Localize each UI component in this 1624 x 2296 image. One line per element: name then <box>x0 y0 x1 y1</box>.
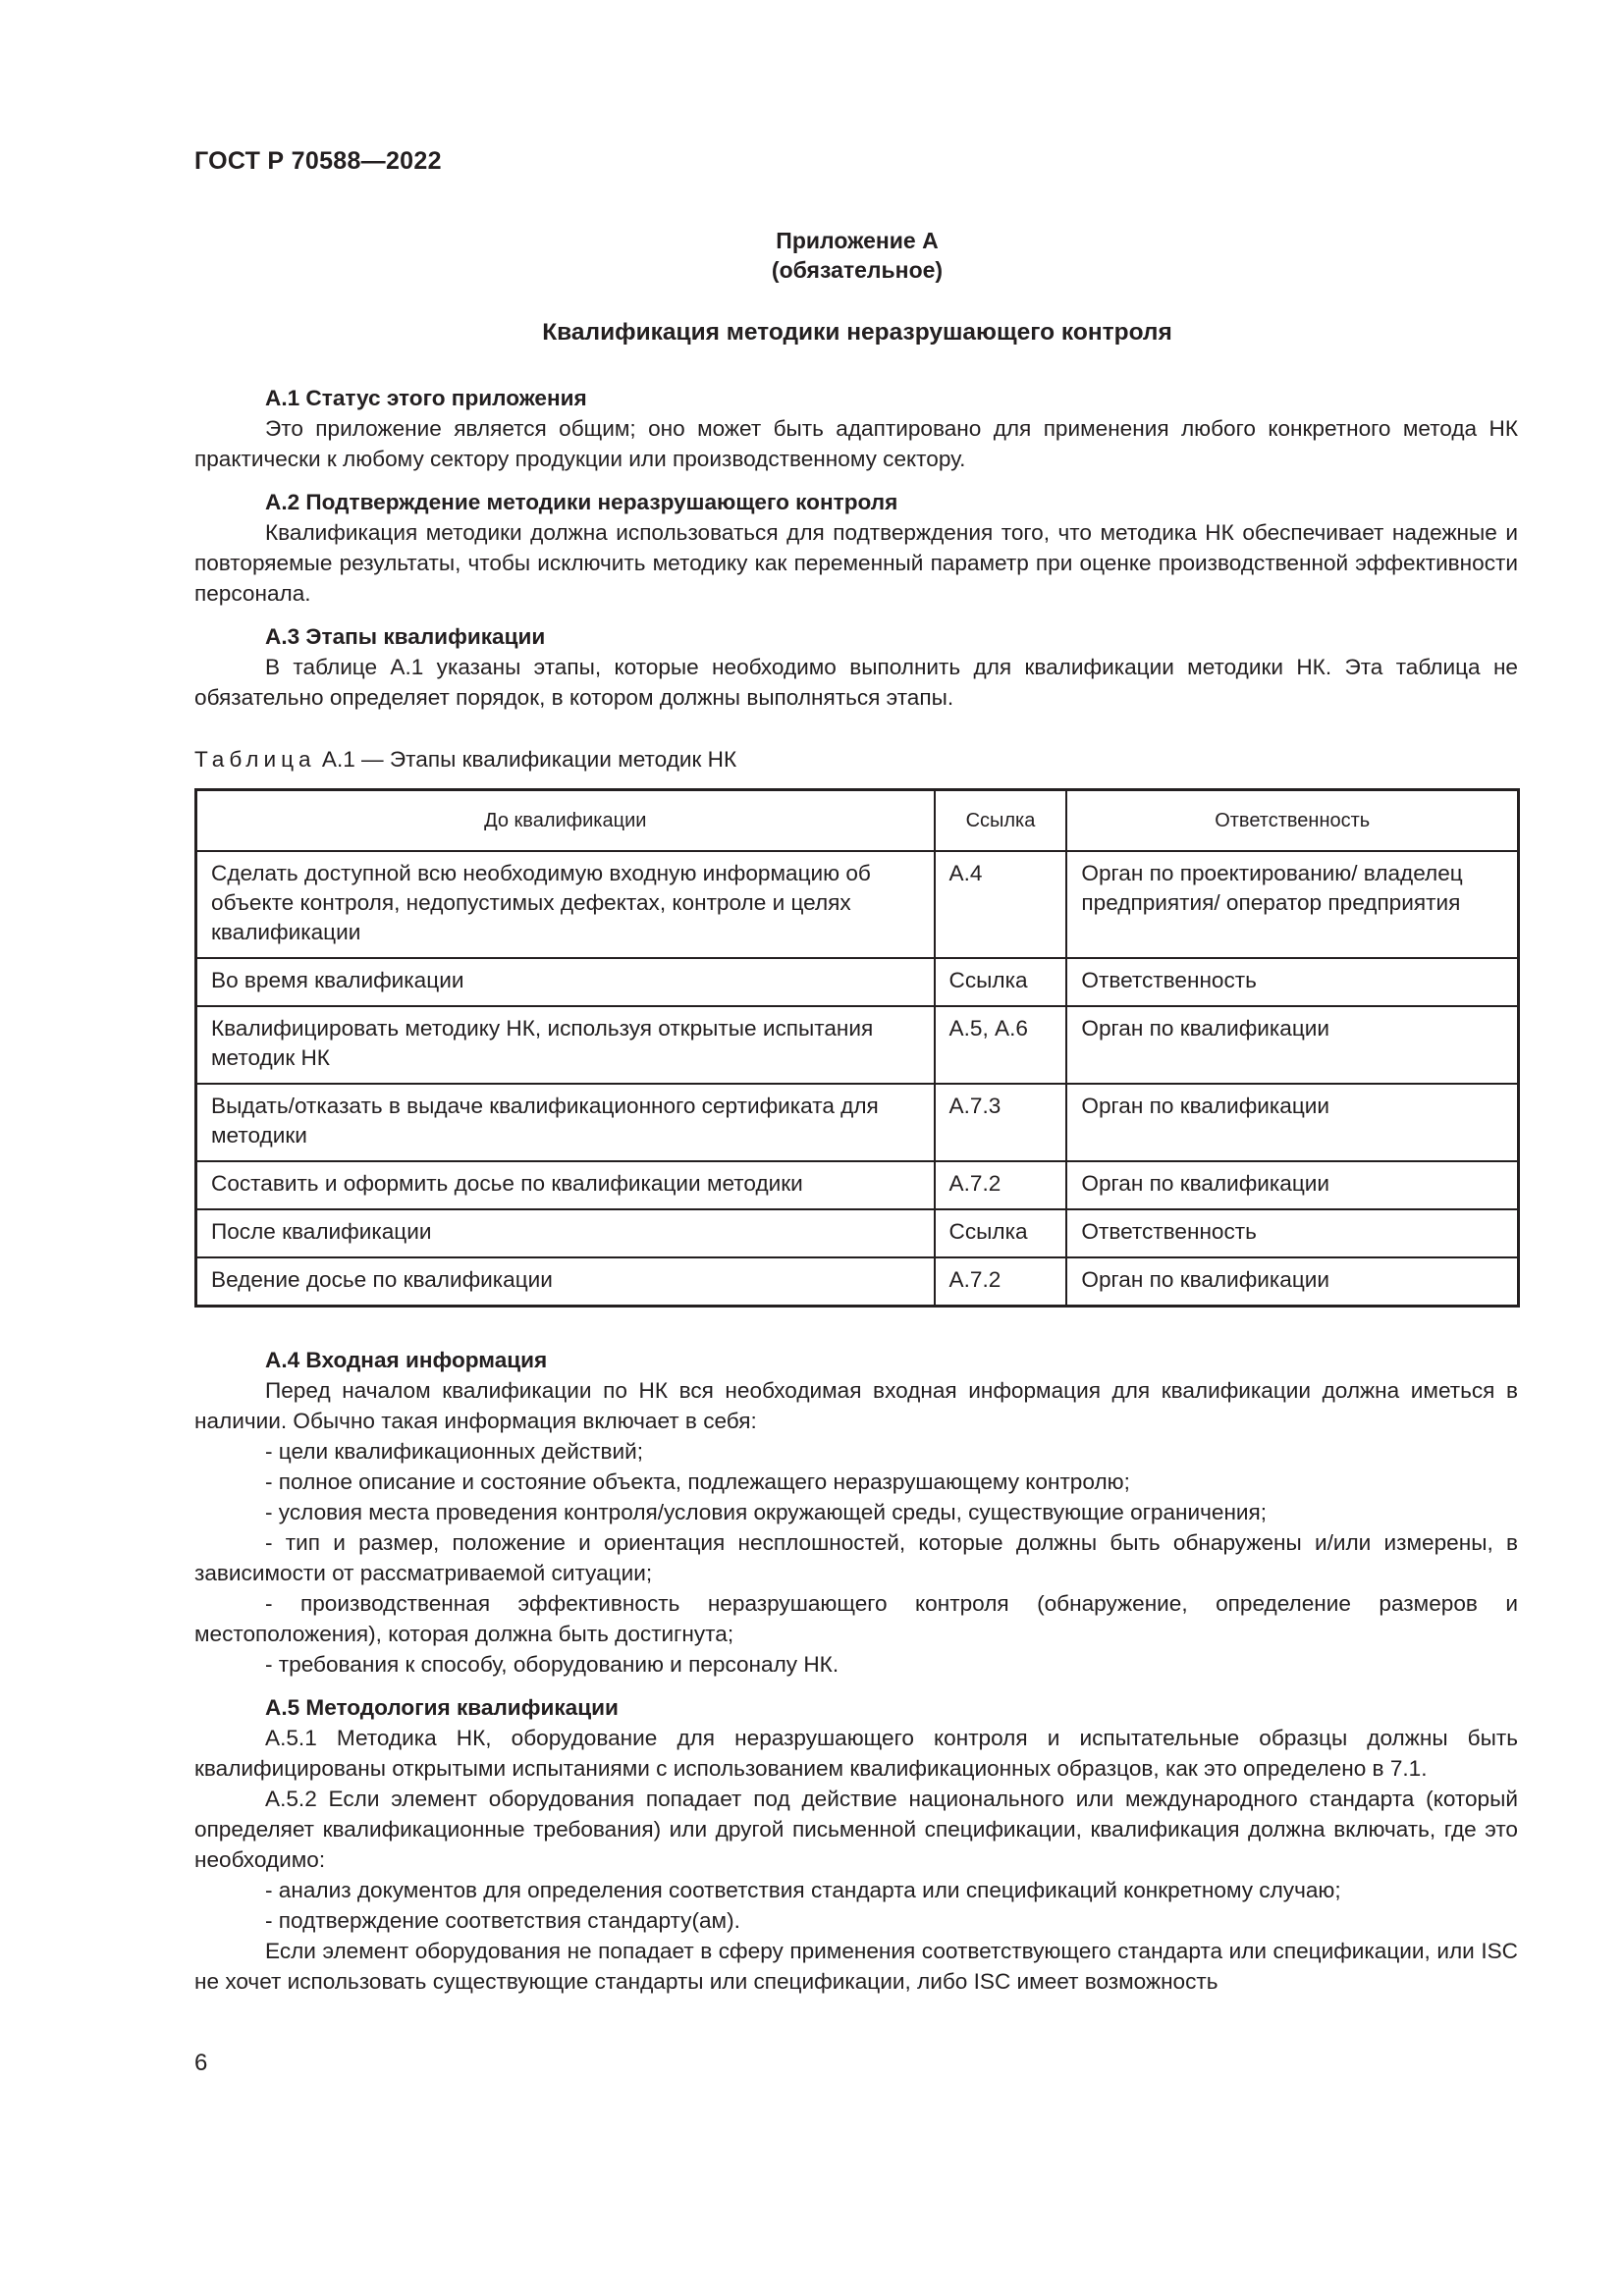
list-item: - подтверждение соответствия стандарту(ам). <box>265 1908 740 1933</box>
table-header-cell: Ответственность <box>1066 790 1518 852</box>
section-a5-paragraph: А.5.2 Если элемент оборудования попадает под действие национального или международного стандарта (который определяет квалификационные требования) или другой письменной спецификации, квалификация должна включать, где это необходимо: <box>194 1787 1518 1872</box>
list-item: - анализ документов для определения соответствия стандарта или спецификаций конкретному случаю; <box>265 1878 1341 1902</box>
table-cell: Квалифицировать методику НК, используя открытые испытания методик НК <box>196 1006 935 1084</box>
appendix-status: (обязательное) <box>771 257 944 283</box>
section-a4-heading: А.4 Входная информация <box>265 1348 548 1372</box>
appendix-title: Приложение А <box>776 228 939 253</box>
table-cell: Ответственность <box>1066 958 1518 1006</box>
list-item: - условия места проведения контроля/условия окружающей среды, существующие ограничения; <box>265 1500 1268 1524</box>
stages-table <box>194 788 1520 1308</box>
list-item: - требования к способу, оборудованию и персоналу НК. <box>265 1652 839 1677</box>
section-a5-heading: А.5 Методология квалификации <box>265 1695 619 1720</box>
list-item: - полное описание и состояние объекта, подлежащего неразрушающему контролю; <box>265 1469 1130 1494</box>
section-a3-text: В таблице А.1 указаны этапы, которые необходимо выполнить для квалификации методики НК. Эта таблица не обязательно определяет порядок, в котором должны выполняться этапы. <box>194 655 1518 710</box>
table-row <box>196 1209 1519 1257</box>
table-cell: После квалификации <box>196 1209 935 1257</box>
section-a5-paragraph: А.5.1 Методика НК, оборудование для неразрушающего контроля и испытательные образцы должны быть квалифицированы открытыми испытаниями с использованием квалификационных образцов, как это определено в 7.1. <box>194 1726 1518 1781</box>
table-row <box>196 1006 1519 1084</box>
table-row <box>196 1257 1519 1307</box>
appendix-heading: Квалификация методики неразрушающего контроля <box>542 319 1172 346</box>
table-cell: Орган по проектированию/ владелец предприятия/ оператор предприятия <box>1066 851 1518 958</box>
table-cell: Составить и оформить досье по квалификации методики <box>196 1161 935 1209</box>
table-cell: Ответственность <box>1066 1209 1518 1257</box>
table-header-cell: Ссылка <box>935 790 1067 852</box>
table-cell: А.4 <box>935 851 1067 958</box>
section-a5-paragraph: Если элемент оборудования не попадает в сферу применения соответствующего стандарта или спецификации, или ISC не хочет использовать существующие стандарты или спецификации, либо ISC имеет возможность <box>194 1939 1518 1994</box>
table-cell: Во время квалификации <box>196 958 935 1006</box>
section-a2-text: Квалификация методики должна использоваться для подтверждения того, что методика НК обеспечивает надежные и повторяемые результаты, чтобы исключить методику как переменный параметр при оценке производственной эффективности персонала. <box>194 520 1518 606</box>
section-a2-heading: А.2 Подтверждение методики неразрушающего контроля <box>265 490 898 514</box>
table-cell: А.5, А.6 <box>935 1006 1067 1084</box>
table-cell: Ссылка <box>935 958 1067 1006</box>
table-caption <box>194 744 1518 774</box>
table-row <box>196 1084 1519 1161</box>
table-cell: Орган по квалификации <box>1066 1161 1518 1209</box>
table-cell: А.7.2 <box>935 1257 1067 1307</box>
table-cell: Ссылка <box>935 1209 1067 1257</box>
table-cell: Орган по квалификации <box>1066 1006 1518 1084</box>
table-caption-text: А.1 — Этапы квалификации методик НК <box>315 747 737 772</box>
table-cell: Орган по квалификации <box>1066 1257 1518 1307</box>
section-a4-text: Перед началом квалификации по НК вся необходимая входная информация для квалификации должна иметься в наличии. Обычно такая информация включает в себя: <box>194 1378 1518 1433</box>
list-item: - тип и размер, положение и ориентация несплошностей, которые должны быть обнаружены и/или измерены, в зависимости от рассматриваемой ситуации; <box>194 1530 1518 1585</box>
table-row <box>196 958 1519 1006</box>
table-cell: А.7.3 <box>935 1084 1067 1161</box>
document-code: ГОСТ Р 70588—2022 <box>194 147 442 175</box>
table-header-row <box>196 790 1519 852</box>
list-item: - производственная эффективность неразрушающего контроля (обнаружение, определение размеров и местоположения), которая должна быть достигнута; <box>194 1591 1518 1646</box>
appendix-title-block <box>194 226 1520 285</box>
table-caption-word: Таблица <box>194 747 316 772</box>
table-cell: А.7.2 <box>935 1161 1067 1209</box>
table-row <box>196 1161 1519 1209</box>
table-cell: Орган по квалификации <box>1066 1084 1518 1161</box>
table-cell: Ведение досье по квалификации <box>196 1257 935 1307</box>
document-body <box>194 383 1518 1997</box>
table-header-cell: До квалификации <box>196 790 935 852</box>
table-cell: Сделать доступной всю необходимую входную информацию об объекте контроля, недопустимых дефектах, контроле и целях квалификации <box>196 851 935 958</box>
page-number: 6 <box>194 2050 208 2076</box>
table-cell: Выдать/отказать в выдаче квалификационного сертификата для методики <box>196 1084 935 1161</box>
list-item: - цели квалификационных действий; <box>265 1439 643 1464</box>
section-a1-heading: А.1 Статус этого приложения <box>265 386 587 410</box>
section-a1-text: Это приложение является общим; оно может быть адаптировано для применения любого конкретного метода НК практически к любому сектору продукции или производственному сектору. <box>194 416 1518 471</box>
table-row <box>196 851 1519 958</box>
section-a3-heading: А.3 Этапы квалификации <box>265 624 546 649</box>
